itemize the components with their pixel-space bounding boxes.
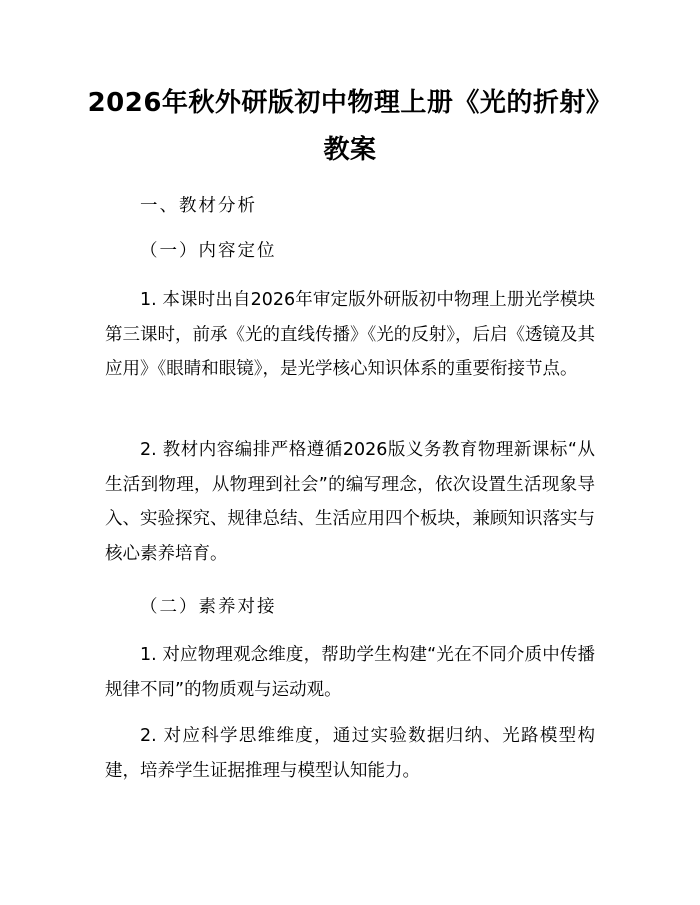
paragraph-content-positioning-2: 2. 教材内容编排严格遵循2026版义务教育物理新课标“从生活到物理，从物理到社会”的编写理念，依次设置生活现象导入、实验探究、规律总结、生活应用四个板块，兼顾知识落实与核心素养培育。 [105,440,595,564]
section-heading-textbook-analysis: 一、教材分析 [140,196,257,216]
subsection-heading-literacy-alignment: （二）素养对接 [140,597,277,617]
paragraph-literacy-alignment-1: 1. 对应物理观念维度，帮助学生构建“光在不同介质中传播规律不同”的物质观与运动观。 [105,645,595,700]
document-title-line-2: 教案 [323,135,377,165]
paragraph-content-positioning-1: 1. 本课时出自2026年审定版外研版初中物理上册光学模块第三课时，前承《光的直线传播》《光的反射》，后启《透镜及其应用》《眼睛和眼镜》，是光学核心知识体系的重要衔接节点。 [105,290,595,379]
subsection-heading-content-positioning: （一）内容定位 [140,241,277,261]
document-title-line-1: 2026年秋外研版初中物理上册《光的折射》 [87,88,613,118]
paragraph-literacy-alignment-2: 2. 对应科学思维维度，通过实验数据归纳、光路模型构建，培养学生证据推理与模型认知能力。 [105,726,595,781]
